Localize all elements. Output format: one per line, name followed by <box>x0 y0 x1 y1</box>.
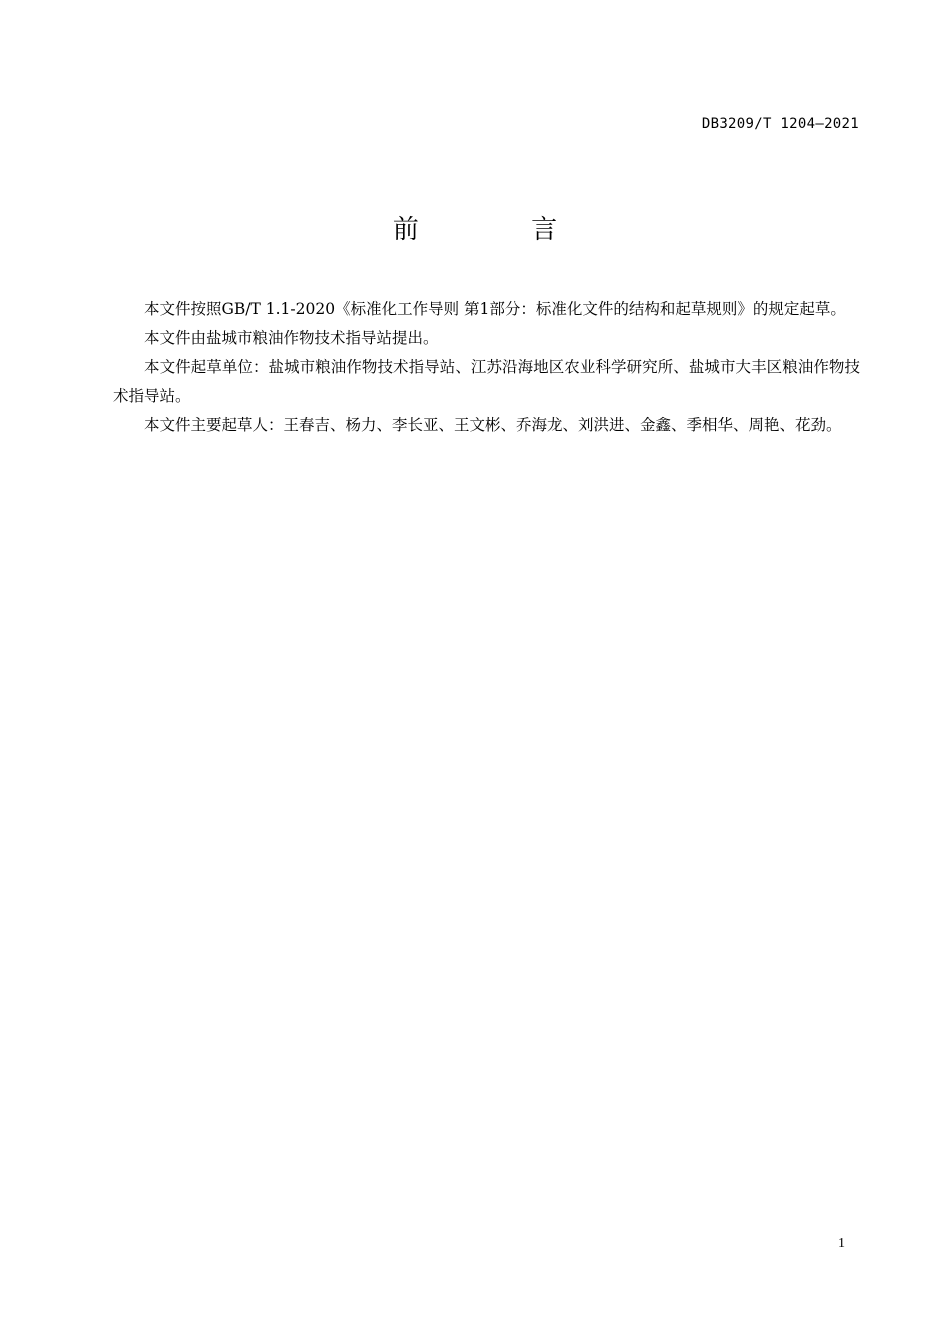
paragraph-drafting-units: 本文件起草单位：盐城市粮油作物技术指导站、江苏沿海地区农业科学研究所、盐城市大丰区粮油作物技术指导站。 <box>113 358 860 405</box>
foreword-body <box>113 295 860 440</box>
paragraph-drafters: 本文件主要起草人：王春吉、杨力、李长亚、王文彬、乔海龙、刘洪进、金鑫、季相华、周艳、花劲。 <box>144 416 842 434</box>
page-title: 前 言 <box>392 215 610 245</box>
paragraph-drafting-rule: 本文件按照GB/T 1.1-2020《标准化工作导则 第1部分：标准化文件的结构和起草规则》的规定起草。 <box>144 300 846 318</box>
document-code: DB3209/T 1204—2021 <box>701 116 859 132</box>
page-number: 1 <box>838 1236 845 1251</box>
paragraph-proposer: 本文件由盐城市粮油作物技术指导站提出。 <box>144 329 439 347</box>
